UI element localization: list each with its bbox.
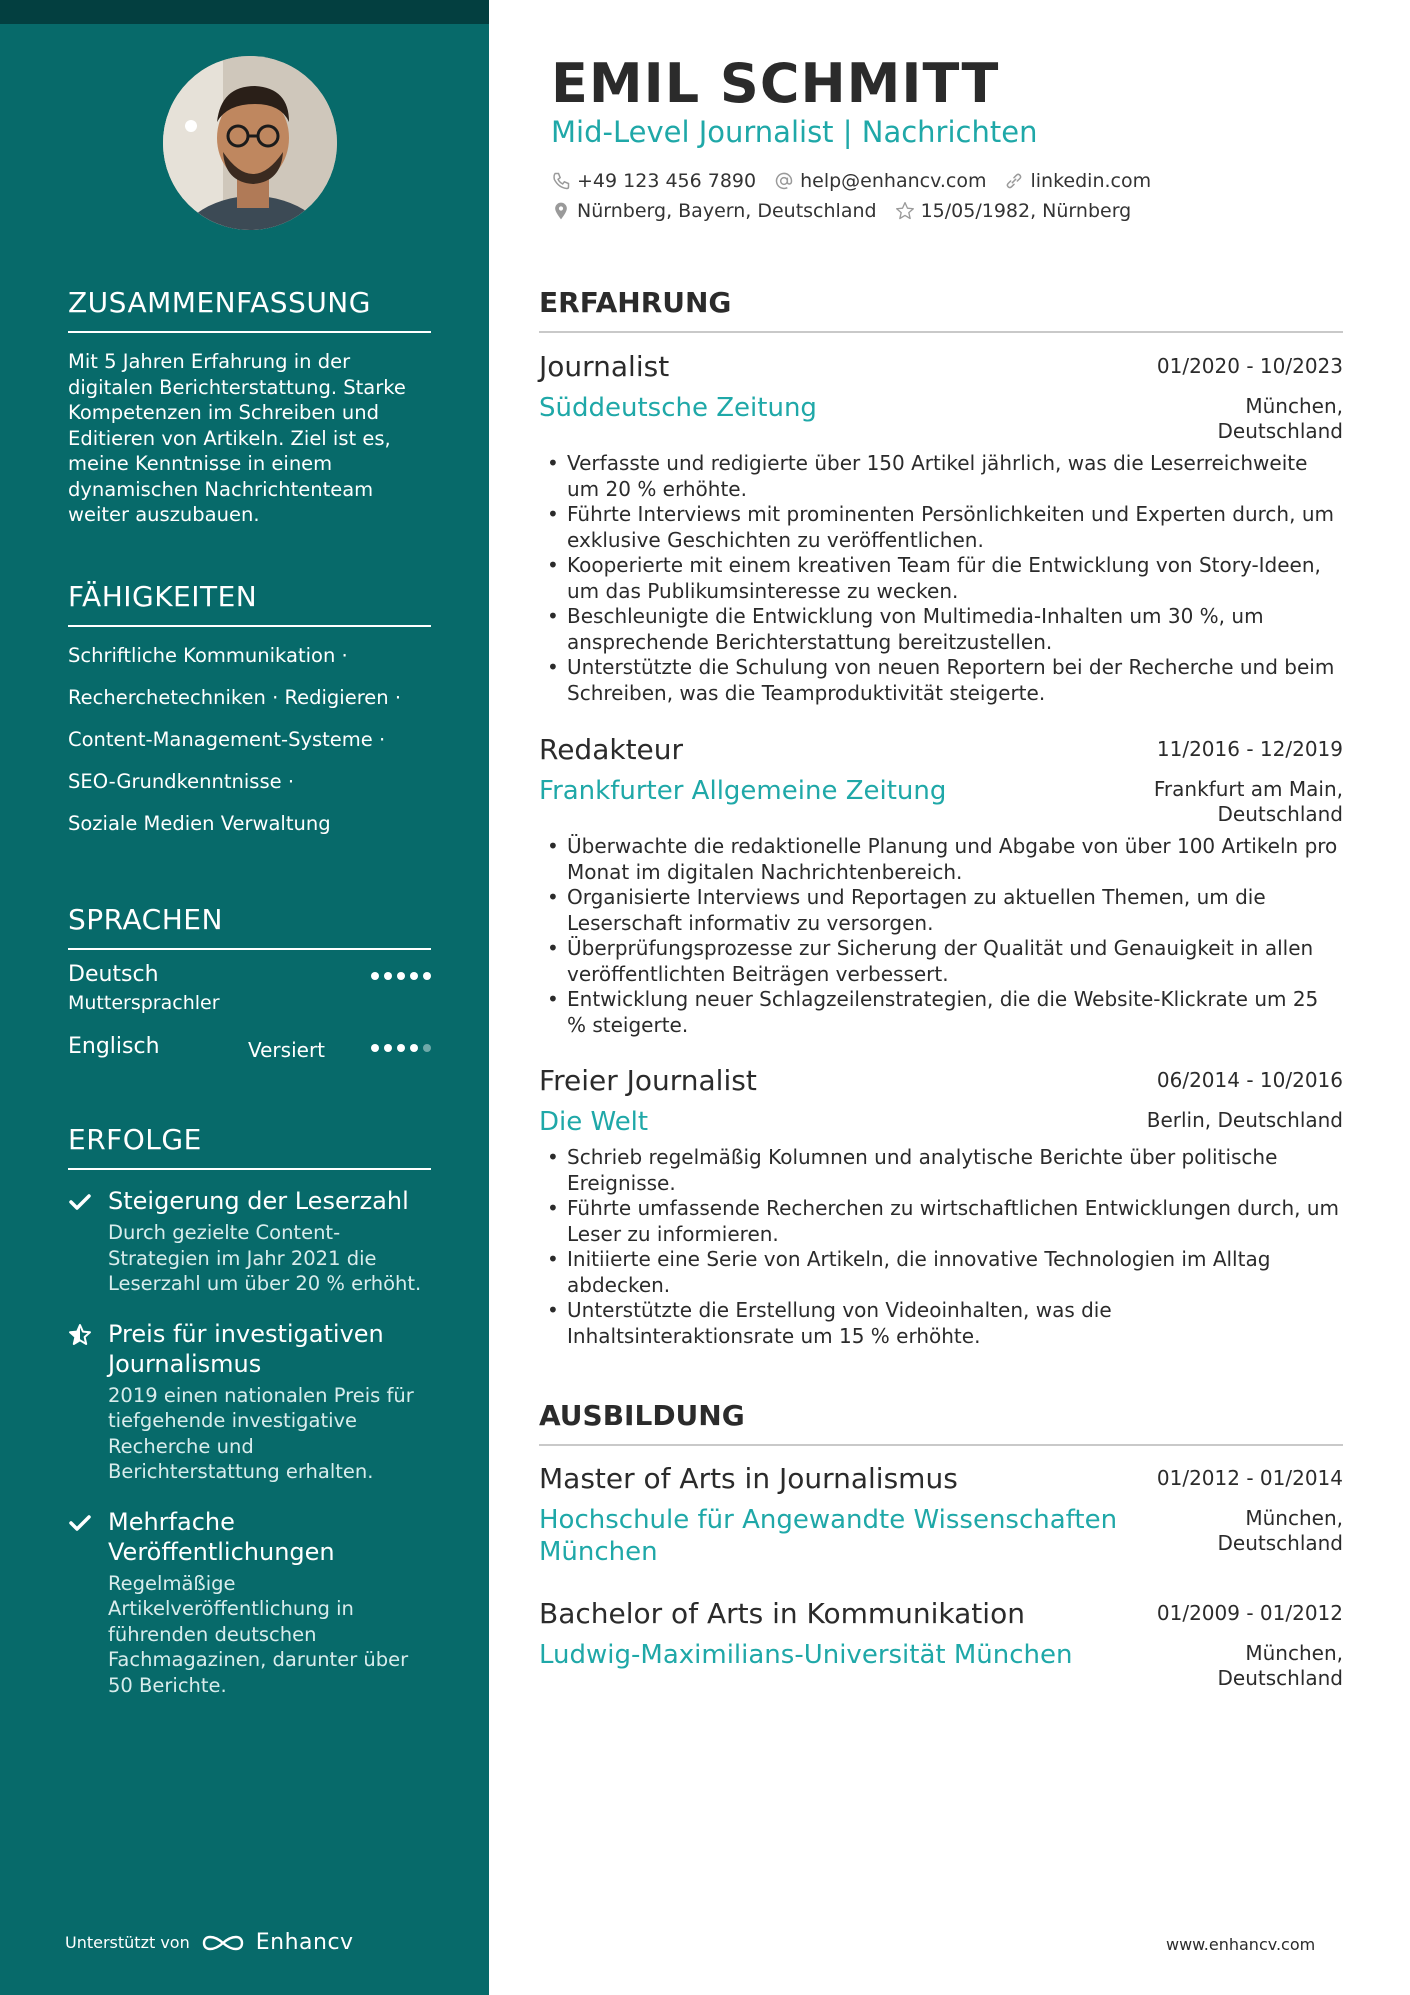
achievement-desc: 2019 einen nationalen Preis für tiefgehende investigative Recherche und Berichterstattung erhalten.: [108, 1383, 414, 1483]
bullet-item: • Organisierte Interviews und Reportagen zu aktuellen Themen, um die Leserschaft informativ zu versorgen.: [539, 885, 1343, 936]
star-outline-icon: [895, 201, 915, 221]
bullet-item: • Überwachte die redaktionelle Planung und Abgabe von über 100 Artikeln pro Monat im digitalen Nachrichtenbereich.: [539, 834, 1343, 885]
skills-heading: FÄHIGKEITEN: [68, 580, 431, 627]
achievement-title: Preis für investigativen Journalismus: [108, 1319, 384, 1378]
star-icon: [68, 1323, 92, 1347]
location-text: Nürnberg, Bayern, Deutschland: [577, 200, 877, 222]
bullet-item: • Unterstützte die Erstellung von Videoinhalten, was die Inhaltsinteraktionsrate um 15 % erhöhte.: [539, 1298, 1343, 1349]
rating-dot: [397, 972, 405, 980]
language-name: Englisch: [68, 1034, 160, 1059]
bullet-item: • Unterstützte die Schulung von neuen Reportern bei der Recherche und beim Schreiben, was die Teamproduktivität steigerte.: [539, 655, 1343, 706]
contact-link[interactable]: [1004, 170, 1151, 192]
enhancv-logo-icon: [200, 1931, 246, 1955]
contact-location: [551, 200, 877, 222]
language-rating: [371, 1044, 431, 1052]
experience-heading: ERFAHRUNG: [539, 286, 1343, 333]
language-row: [68, 1034, 431, 1074]
entry-title: Bachelor of Arts in Kommunikation: [539, 1597, 1025, 1630]
entry-organization: Frankfurter Allgemeine Zeitung: [539, 776, 947, 806]
phone-text: +49 123 456 7890: [577, 170, 757, 192]
entry-title: Master of Arts in Journalismus: [539, 1462, 958, 1495]
birth-text: 15/05/1982, Nürnberg: [920, 200, 1132, 222]
bullet-item: • Entwicklung neuer Schlagzeilenstrategien, die die Website-Klickrate um 25 % steigerte.: [539, 987, 1343, 1038]
contact-birth: [895, 200, 1132, 222]
entry-organization: [539, 1504, 1117, 1568]
powered-by: [65, 1930, 354, 1955]
language-name: Deutsch: [68, 962, 159, 987]
person-name: EMIL SCHMITT: [551, 52, 1000, 115]
entry-title: Journalist: [539, 350, 670, 383]
experience-bullets: [539, 834, 1343, 1038]
entry-location-line2: Deutschland: [1217, 1666, 1343, 1690]
skill-item: Soziale Medien Verwaltung: [68, 812, 331, 835]
entry-organization: Süddeutsche Zeitung: [539, 393, 817, 423]
skill-item: SEO-Grundkenntnisse ·: [68, 770, 295, 793]
location-pin-icon: [551, 201, 571, 221]
entry-date: 01/2009 - 01/2012: [1156, 1601, 1343, 1625]
entry-date: 11/2016 - 12/2019: [1156, 737, 1343, 761]
rating-dot: [384, 972, 392, 980]
contact-row: [551, 200, 1131, 222]
entry-location: [1154, 777, 1343, 827]
entry-date: 06/2014 - 10/2016: [1156, 1068, 1343, 1092]
summary-section: [68, 286, 431, 528]
experience-bullets: [539, 1145, 1343, 1349]
language-row: [68, 962, 431, 1024]
languages-section: [68, 903, 431, 1074]
bullet-item: • Verfasste und redigierte über 150 Artikel jährlich, was die Leserreichweite um 20 % erhöhte.: [539, 451, 1343, 502]
entry-location-line1: München,: [1245, 1506, 1343, 1530]
phone-icon: [551, 171, 571, 191]
check-icon: [68, 1511, 92, 1535]
skill-item: Content-Management-Systeme ·: [68, 728, 386, 751]
check-icon: [68, 1190, 92, 1214]
bullet-item: • Kooperierte mit einem kreativen Team für die Entwicklung von Story-Ideen, um das Publikumsinteresse zu wecken.: [539, 553, 1343, 604]
skill-item: Schriftliche Kommunikation ·: [68, 644, 348, 667]
skill-item: Recherchetechniken · Redigieren ·: [68, 686, 402, 709]
entry-title: Freier Journalist: [539, 1064, 757, 1097]
experience-bullets: [539, 451, 1343, 706]
languages-heading: SPRACHEN: [68, 903, 431, 950]
entry-location-line1: München,: [1245, 394, 1343, 418]
entry-date: 01/2020 - 10/2023: [1156, 354, 1343, 378]
rating-dot: [423, 1044, 431, 1052]
achievement-title: Steigerung der Leserzahl: [108, 1187, 409, 1215]
bullet-item: • Überprüfungsprozesse zur Sicherung der Qualität und Genauigkeit in allen veröffentlichten Beiträgen verbessert.: [539, 936, 1343, 987]
contact-email[interactable]: [774, 170, 986, 192]
at-icon: [774, 171, 794, 191]
achievement-title: Mehrfache Veröffentlichungen: [108, 1507, 335, 1566]
achievement-item: [68, 1507, 431, 1699]
entry-organization: Die Welt: [539, 1107, 649, 1137]
avatar: [163, 56, 337, 230]
entry-location-line1: München,: [1245, 1641, 1343, 1665]
entry-location-line2: Deutschland: [1217, 802, 1343, 826]
bullet-item: • Beschleunigte die Entwicklung von Multimedia-Inhalten um 30 %, um ansprechende Berichterstattung bereitzustellen.: [539, 604, 1343, 655]
bullet-item: • Führte Interviews mit prominenten Persönlichkeiten und Experten durch, um exklusive Geschichten zu veröffentlichen.: [539, 502, 1343, 553]
link-text: linkedin.com: [1030, 170, 1152, 192]
entry-date: 01/2012 - 01/2014: [1156, 1466, 1343, 1490]
achievement-item: [68, 1186, 431, 1297]
rating-dot: [410, 1044, 418, 1052]
rating-dot: [371, 972, 379, 980]
entry-location-line2: Deutschland: [1217, 419, 1343, 443]
achievements-heading: ERFOLGE: [68, 1123, 431, 1170]
brand-name: Enhancv: [255, 1930, 354, 1955]
entry-location-line2: Deutschland: [1217, 1531, 1343, 1555]
bullet-item: • Führte umfassende Recherchen zu wirtschaftlichen Entwicklungen durch, um Leser zu informieren.: [539, 1196, 1343, 1247]
footer-url[interactable]: www.enhancv.com: [1166, 1935, 1316, 1954]
summary-text: Mit 5 Jahren Erfahrung in der digitalen Berichterstattung. Starke Kompetenzen im Schreiben und Editieren von Artikeln. Ziel ist es, meine Kenntnisse in einem dynamischen Nachrichtenteam weiter auszubauen.: [68, 350, 406, 526]
contact-phone: [551, 170, 756, 192]
rating-dot: [384, 1044, 392, 1052]
rating-dot: [423, 972, 431, 980]
entry-location: [1218, 1641, 1344, 1691]
achievements-section: [68, 1123, 431, 1698]
language-rating: [371, 972, 431, 980]
bullet-item: • Initiierte eine Serie von Artikeln, die innovative Technologien im Alltag abdecken.: [539, 1247, 1343, 1298]
entry-location: [1218, 1506, 1344, 1556]
rating-dot: [410, 972, 418, 980]
sidebar: [0, 0, 489, 1995]
entry-title: Redakteur: [539, 733, 684, 766]
entry-location-line1: Frankfurt am Main,: [1153, 777, 1343, 801]
entry-location: [1218, 394, 1344, 444]
sidebar-top-bar: [0, 0, 489, 24]
powered-by-label: Unterstützt von: [65, 1933, 190, 1952]
job-title: Mid-Level Journalist | Nachrichten: [551, 115, 1038, 149]
achievement-item: [68, 1319, 431, 1485]
rating-dot: [397, 1044, 405, 1052]
language-level: Muttersprachler: [68, 992, 220, 1014]
entry-location-line1: Berlin, Deutschland: [1146, 1108, 1343, 1132]
entry-organization-line2: München: [539, 1537, 658, 1567]
contact-row: [551, 170, 1151, 192]
skills-section: [68, 580, 431, 837]
entry-organization: Ludwig-Maximilians-Universität München: [539, 1640, 1073, 1670]
entry-location: [1147, 1108, 1343, 1133]
rating-dot: [371, 1044, 379, 1052]
achievement-desc: Regelmäßige Artikelveröffentlichung in führenden deutschen Fachmagazinen, darunter über 50 Berichte.: [108, 1571, 409, 1697]
bullet-item: • Schrieb regelmäßig Kolumnen und analytische Berichte über politische Ereignisse.: [539, 1145, 1343, 1196]
summary-heading: ZUSAMMENFASSUNG: [68, 286, 431, 333]
email-text: help@enhancv.com: [800, 170, 987, 192]
language-level: Versiert: [248, 1038, 326, 1062]
link-icon: [1004, 171, 1024, 191]
achievement-desc: Durch gezielte Content-Strategien im Jahr 2021 die Leserzahl um über 20 % erhöht.: [108, 1221, 422, 1295]
education-heading: AUSBILDUNG: [539, 1399, 1343, 1446]
entry-organization-line1: Hochschule für Angewandte Wissenschaften: [539, 1505, 1118, 1535]
